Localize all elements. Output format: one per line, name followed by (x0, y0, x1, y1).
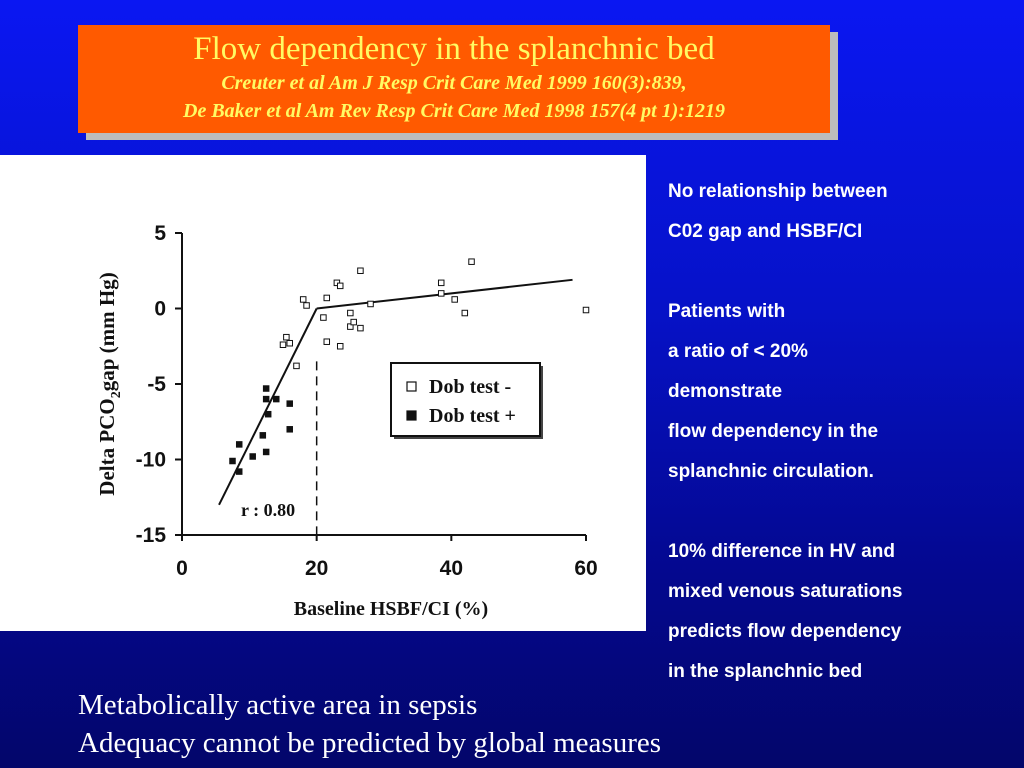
data-point-dob-negative (324, 339, 330, 345)
data-point-dob-negative (294, 363, 300, 369)
data-point-dob-positive (249, 453, 256, 460)
y-axis-label-part: Delta PCO (95, 398, 119, 496)
legend-label: Dob test - (429, 376, 512, 398)
data-point-dob-positive (229, 458, 236, 465)
data-point-dob-positive (263, 385, 270, 392)
footer-line-2: Adequacy cannot be predicted by global measures (78, 727, 662, 759)
notes-line: splanchnic circulation. (668, 461, 874, 482)
data-point-dob-negative (368, 301, 374, 307)
x-tick-label: 40 (439, 557, 464, 580)
notes-line: flow dependency in the (668, 421, 879, 442)
data-point-dob-positive (265, 411, 272, 418)
data-point-dob-positive (236, 441, 243, 448)
footer-line-1: Metabolically active area in sepsis (78, 689, 478, 721)
data-point-dob-positive (263, 396, 270, 403)
y-tick-label: -5 (147, 373, 166, 396)
y-tick-label: -15 (135, 524, 166, 547)
data-point-dob-negative (358, 268, 364, 274)
y-axis-label (95, 272, 124, 495)
data-point-dob-negative (452, 297, 458, 303)
title-box (78, 25, 830, 133)
notes-panel (668, 172, 1013, 692)
notes-line: in the splanchnic bed (668, 661, 863, 682)
data-point-dob-negative (304, 303, 310, 309)
data-point-dob-positive (286, 400, 293, 407)
y-axis-label-part: gap (mm Hg) (95, 272, 119, 392)
notes-line: Patients with (668, 301, 786, 322)
citation-creuter: Creuter et al Am J Resp Crit Care Med 1999 160(3):839, (221, 72, 687, 94)
x-tick-label: 60 (574, 557, 598, 580)
data-point-dob-positive (273, 396, 280, 403)
data-point-dob-negative (280, 342, 286, 348)
notes-line: C02 gap and HSBF/CI (668, 221, 863, 242)
notes-line: 10% difference in HV and (668, 541, 896, 562)
correlation-annotation: r : 0.80 (241, 500, 296, 520)
data-point-dob-negative (324, 295, 330, 301)
y-tick-label: 0 (154, 297, 166, 321)
data-point-dob-negative (351, 319, 357, 325)
notes-line: mixed venous saturations (668, 581, 903, 602)
regression-line (219, 309, 317, 505)
notes-line: demonstrate (668, 381, 783, 402)
x-axis-label: Baseline HSBF/CI (%) (293, 598, 489, 620)
legend-marker (407, 382, 416, 391)
legend-label: Dob test + (429, 405, 516, 427)
footer-text (78, 686, 1008, 762)
notes-line: a ratio of < 20% (668, 341, 808, 362)
data-point-dob-negative (348, 310, 354, 316)
citation-debaker: De Baker et al Am Rev Resp Crit Care Med 1998 157(4 pt 1):1219 (183, 100, 725, 122)
data-point-dob-positive (260, 432, 267, 439)
notes-spacer (668, 252, 1013, 292)
scatter-chart-panel (0, 155, 646, 631)
data-point-dob-negative (438, 291, 444, 297)
notes-spacer (668, 492, 1013, 532)
data-point-dob-negative (358, 325, 364, 331)
x-tick-label: 20 (304, 557, 329, 580)
data-point-dob-negative (321, 315, 327, 321)
scatter-chart (0, 155, 646, 631)
data-point-dob-negative (284, 334, 290, 340)
data-point-dob-positive (263, 449, 270, 456)
data-point-dob-positive (286, 426, 293, 433)
data-point-dob-negative (469, 259, 475, 265)
slide-title: Flow dependency in the splanchnic bed (193, 31, 715, 67)
data-point-dob-negative (583, 307, 589, 313)
y-tick-label: 5 (154, 222, 166, 245)
data-point-dob-negative (337, 344, 343, 350)
data-point-dob-negative (337, 283, 343, 289)
data-point-dob-negative (438, 280, 444, 286)
legend-marker (407, 411, 416, 420)
y-axis-label-part: 2 (109, 391, 124, 399)
notes-line: No relationship between (668, 181, 888, 202)
notes-line: predicts flow dependency (668, 621, 902, 642)
x-tick-label: 0 (176, 557, 188, 580)
data-point-dob-negative (300, 297, 306, 303)
y-tick-label: -10 (135, 448, 166, 472)
regression-line (317, 280, 573, 309)
data-point-dob-negative (462, 310, 468, 316)
data-point-dob-negative (287, 340, 293, 346)
data-point-dob-positive (236, 468, 243, 475)
